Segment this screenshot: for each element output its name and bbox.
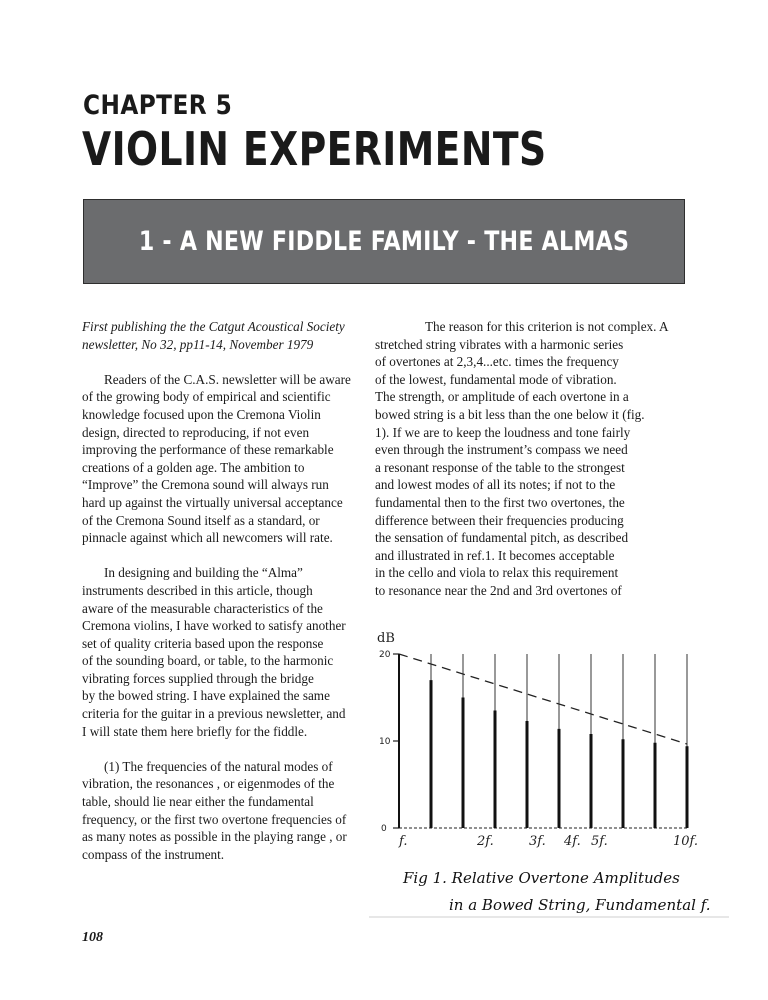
text-line: of the sounding board, or table, to the harmonic — [82, 653, 334, 669]
text-line: stretched string vibrates with a harmonic series — [375, 336, 624, 352]
right-column — [375, 318, 685, 600]
page-number: 108 — [82, 930, 103, 945]
text-line: of the Cremona Sound itself as a standard, or — [82, 512, 320, 528]
figure-caption-line1: Fig 1. Relative Overtone Amplitudes — [403, 869, 680, 887]
x-label-10f: 10f. — [673, 834, 699, 849]
text-line: design, directed to reproducing, if not even — [82, 424, 310, 440]
text-line: creations of a golden age. The ambition to — [82, 459, 305, 475]
paragraph-readers — [82, 371, 367, 547]
text-line: frequency, or the first two overtone frequencies of — [82, 811, 347, 827]
y-unit-label: dB — [377, 631, 395, 646]
text-line: 1). If we are to keep the loudness and tone fairly — [375, 424, 631, 440]
text-line: and illustrated in ref.1. It becomes acceptable — [375, 547, 615, 563]
text-line: vibration, the resonances , or eigenmodes of the — [82, 776, 335, 792]
text-line: criteria for the guitar in a previous newsletter, and — [82, 706, 346, 722]
text-line: compass of the instrument. — [82, 846, 225, 862]
text-line: aware of the measurable characteristics of the — [82, 600, 323, 616]
y-tick-label: 0 — [381, 824, 387, 834]
text-line: I will state them here briefly for the fiddle. — [82, 723, 308, 739]
amplitude-trend-line — [399, 654, 687, 744]
paragraph-criterion-1 — [82, 758, 367, 864]
section-banner — [83, 199, 685, 284]
text-line: improving the performance of these remarkable — [82, 442, 334, 458]
overtone-chart — [369, 626, 729, 922]
figure-caption-line2: in a Bowed String, Fundamental f. — [449, 896, 711, 914]
text-line: The strength, or amplitude of each overtone in a — [375, 389, 629, 405]
text-line: by the bowed string. I have explained the same — [82, 688, 330, 704]
text-line: difference between their frequencies producing — [375, 512, 624, 528]
text-line: vibrating forces supplied through the bridge — [82, 670, 314, 686]
paragraph-reason — [375, 318, 685, 600]
text-line: even through the instrument’s compass we need — [375, 442, 628, 458]
text-line: pinnacle against which all newcomers will rate. — [82, 530, 333, 546]
text-line: “Improve” the Cremona sound will always run — [82, 477, 329, 493]
overtone-figure — [369, 626, 729, 922]
text-line: as many notes as possible in the playing range , or — [82, 829, 347, 845]
text-line: In designing and building the “Alma” — [104, 565, 303, 581]
chapter-title: VIOLIN EXPERIMENTS — [82, 122, 547, 176]
text-line: of the growing body of empirical and scientific — [82, 389, 331, 405]
text-line: Readers of the C.A.S. newsletter will be aware — [104, 371, 351, 387]
text-line: (1) The frequencies of the natural modes of — [104, 758, 333, 774]
text-line: knowledge focused upon the Cremona Violin — [82, 406, 321, 422]
paragraph-designing — [82, 564, 367, 740]
text-line: of overtones at 2,3,4...etc. times the frequency — [375, 354, 619, 370]
text-line: and lowest modes of all its notes; if not to the — [375, 477, 616, 493]
x-label-3f: 3f. — [529, 834, 546, 849]
text-line: of the lowest, fundamental mode of vibration. — [375, 371, 617, 387]
text-line: set of quality criteria based upon the response — [82, 635, 324, 651]
byline-line: First publishing the the Catgut Acoustical Society — [82, 319, 345, 334]
text-line: in the cello and viola to relax this requirement — [375, 565, 619, 581]
text-line: the sensation of fundamental pitch, as described — [375, 530, 629, 546]
y-tick-label: 20 — [379, 650, 391, 660]
text-line: fundamental then to the first two overtones, the — [375, 494, 625, 510]
text-line: to resonance near the 2nd and 3rd overtones of — [375, 582, 622, 598]
x-label-4f: 4f. — [564, 834, 581, 849]
x-label-2f: 2f. — [477, 834, 494, 849]
text-line: a resonant response of the table to the strongest — [375, 459, 625, 475]
text-line: The reason for this criterion is not complex. A — [425, 319, 669, 334]
text-line: hard up against the virtually universal acceptance — [82, 494, 343, 510]
text-line: table, should lie near either the fundamental — [82, 794, 314, 810]
chapter-label: CHAPTER 5 — [83, 90, 233, 121]
section-title: 1 - A NEW FIDDLE FAMILY - THE ALMAS — [138, 226, 630, 257]
byline-line: newsletter, No 32, pp11-14, November 1979 — [82, 336, 314, 352]
text-line: bowed string is a bit less than the one below it (fig. — [375, 406, 645, 422]
text-line: Cremona violins, I have worked to satisfy another — [82, 618, 346, 634]
byline — [82, 318, 367, 353]
x-label-5f: 5f. — [591, 834, 608, 849]
x-label-f: f. — [399, 834, 408, 849]
y-tick-label: 10 — [379, 737, 391, 747]
text-line: instruments described in this article, though — [82, 582, 313, 598]
left-column — [82, 318, 367, 863]
